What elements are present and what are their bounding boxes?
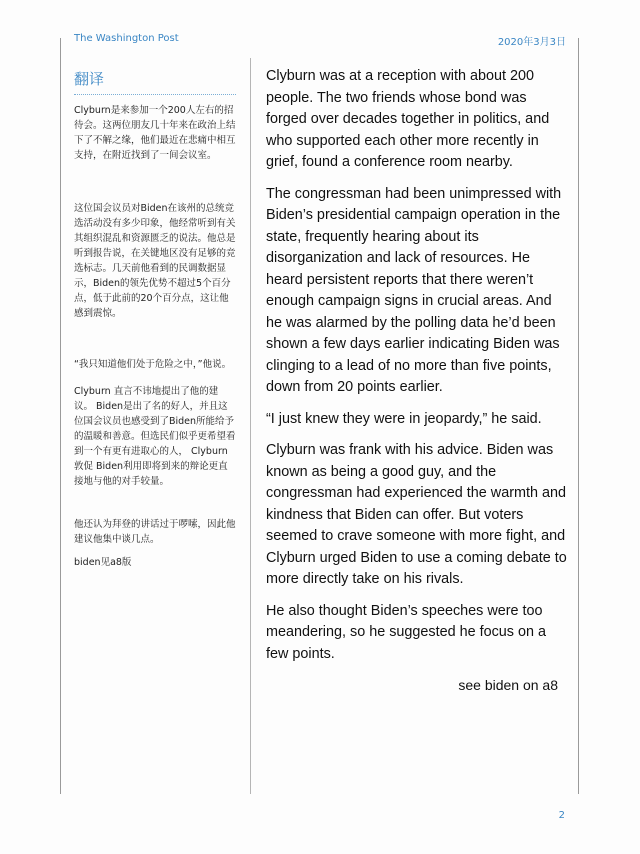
article-paragraph: He also thought Biden’s speeches were too meandering, so he suggested he focus on a few points.	[266, 602, 547, 662]
sidebar-paragraph: Clyburn 直言不讳地提出了他的建议。 Biden是出了名的好人，并且这位国会议员也感受到了Biden所能给予的温暖和善意。但选民们似乎更希望看到一个有更有进取心的人， Clyburn 敦促 Biden利用即将到来的辩论更直接地与他的对手较量。	[74, 386, 236, 487]
sidebar-paragraph: 他还认为拜登的讲话过于啰嗦，因此他建议他集中谈几点。	[74, 519, 236, 545]
article-paragraph: “I just knew they were in jeopardy,” he said.	[266, 410, 542, 427]
page-number: 2	[558, 810, 565, 821]
continuation-line: see biden on a8	[458, 677, 558, 693]
article-paragraph: The congressman had been unimpressed with Biden’s presidential campaign operation in the state, frequently hearing about its disorganization and lack of resources. He heard persistent reports that there weren’t enough campaign signs in crucial areas. And he was alarmed by the polling data he’d been shown a few days earlier indicating Biden was clinging to a lead of no more than five points, down from 20 points earlier.	[266, 185, 562, 395]
publication-date: 2020年3月3日	[497, 37, 566, 48]
left-margin-rule	[60, 38, 61, 794]
article-paragraph: Clyburn was at a reception with about 200 people. The two friends whose bond was forged over decades together in politics, and who supported each other more recently in grief, found a conference room nearby.	[266, 68, 550, 170]
column-divider	[250, 58, 251, 794]
sidebar-paragraph: Clyburn是来参加一个200人左右的招待会。这两位朋友几十年来在政治上结下了不解之缘，他们最近在悲痛中相互支持，在附近找到了一间会议室。	[74, 105, 236, 161]
translation-sidebar	[74, 68, 236, 570]
sidebar-title: 翻译	[74, 68, 236, 95]
article-body	[266, 66, 568, 697]
publication-name: The Washington Post	[74, 33, 179, 44]
sidebar-paragraph: “我只知道他们处于危险之中，”他说。	[74, 359, 232, 370]
right-margin-rule	[578, 38, 579, 794]
sidebar-paragraph: 这位国会议员对Biden在该州的总统竞选活动没有多少印象，他经常听到有关其组织混乱和资源匮乏的说法。他总是听到报告说，在关键地区没有足够的竞选标志。几天前他看到的民调数据显示，Biden的领先优势不超过5个百分点，低于此前的20个百分点，这让他感到震惊。	[74, 203, 236, 319]
sidebar-jump-line: biden见a8版	[74, 557, 132, 568]
article-paragraph: Clyburn was frank with his advice. Biden was known as being a good guy, and the congressman had experienced the warmth and kindness that Biden can offer. But voters seemed to crave someone with more fight, and Clyburn urged Biden to use a coming debate to more directly take on his rivals.	[266, 442, 567, 587]
